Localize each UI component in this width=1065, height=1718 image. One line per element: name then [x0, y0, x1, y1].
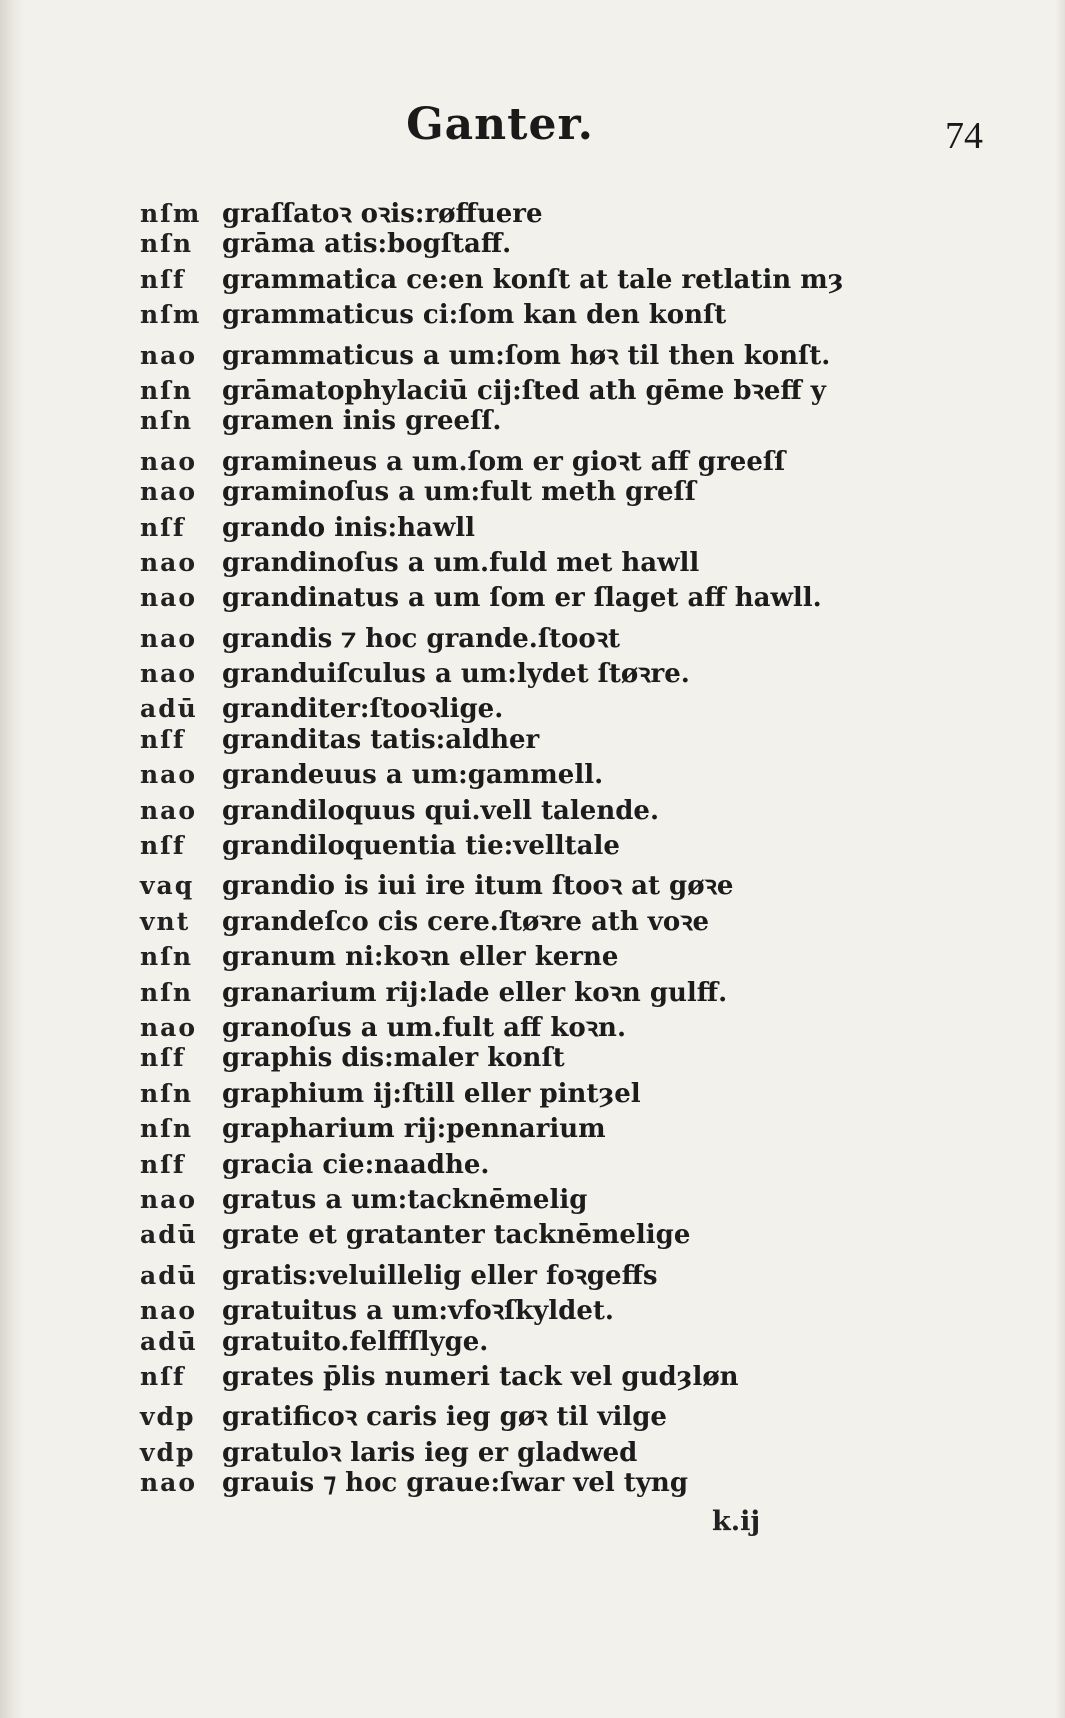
- dictionary-entry: [140, 1433, 900, 1468]
- dictionary-entry: [140, 619, 900, 654]
- entry-text: gratus a um:tacknēmelig: [222, 1184, 588, 1215]
- entry-text: gramen inis greeſſ.: [222, 406, 502, 437]
- grammar-abbreviation: nſn: [140, 1078, 194, 1108]
- entry-text: granduiſculus a um:lydet ſtøꝛre.: [222, 659, 690, 690]
- dictionary-entry: [140, 1291, 900, 1326]
- grammar-abbreviation: adū: [140, 1326, 198, 1356]
- grammar-abbreviation: vaq: [140, 871, 195, 901]
- grammar-abbreviation: nſf: [140, 831, 186, 861]
- dictionary-entry: [140, 1043, 900, 1078]
- entry-text: grate et gratanter tacknēmelige: [222, 1220, 691, 1251]
- grammar-abbreviation: nſn: [140, 942, 194, 972]
- entry-text: grandio is iui ire itum ſtooꝛ at gøꝛe: [222, 871, 734, 902]
- dictionary-entry: [140, 300, 900, 335]
- grammar-abbreviation: nſf: [140, 1361, 186, 1391]
- dictionary-entry: [140, 1256, 900, 1291]
- dictionary-entry: [140, 548, 900, 583]
- grammar-abbreviation: nao: [140, 1184, 198, 1214]
- entry-text: gratificoꝛ caris ieg gøꝛ til vilge: [222, 1402, 667, 1433]
- dictionary-entry: [140, 725, 900, 760]
- dictionary-entry: [140, 1468, 900, 1503]
- entry-text: grates p̄lis numeri tack vel gudȝløn: [222, 1361, 739, 1392]
- dictionary-entry: [140, 689, 900, 724]
- dictionary-entry: [140, 1114, 900, 1149]
- entry-text: granditas tatis:aldher: [222, 724, 540, 755]
- grammar-abbreviation: adū: [140, 694, 198, 724]
- grammar-abbreviation: vdp: [140, 1402, 196, 1432]
- entry-text: grando inis:hawll: [222, 512, 475, 543]
- entry-text: granarium rij:lade eller koꝛn gulff.: [222, 977, 728, 1008]
- grammar-abbreviation: adū: [140, 1220, 198, 1250]
- catchword: k.ij: [712, 1506, 761, 1537]
- dictionary-entry: [140, 831, 900, 866]
- dictionary-entry: [140, 1008, 900, 1043]
- dictionary-entry: [140, 583, 900, 618]
- dictionary-entry: [140, 1327, 900, 1362]
- running-head: Ganter.: [406, 99, 594, 150]
- entry-text: gratuito.felffſlyge.: [222, 1326, 489, 1357]
- grammar-abbreviation: nao: [140, 340, 198, 370]
- dictionary-entry-list: [140, 194, 900, 1503]
- grammar-abbreviation: nſn: [140, 406, 194, 436]
- entry-text: grauis ⁊ hoc graue:ſwar vel tyng: [222, 1468, 689, 1499]
- entry-text: grammaticus a um:ſom høꝛ til then konſt.: [222, 340, 831, 371]
- dictionary-entry: [140, 265, 900, 300]
- dictionary-entry: [140, 1362, 900, 1397]
- grammar-abbreviation: nao: [140, 659, 198, 689]
- dictionary-entry: [140, 336, 900, 371]
- entry-text: grandiloquus qui.vell talende.: [222, 795, 659, 826]
- dictionary-entry: [140, 1397, 900, 1432]
- grammar-abbreviation: nſf: [140, 512, 186, 542]
- dictionary-entry: [140, 1150, 900, 1185]
- grammar-abbreviation: nao: [140, 623, 198, 653]
- dictionary-entry: [140, 1220, 900, 1255]
- dictionary-entry: [140, 1185, 900, 1220]
- grammar-abbreviation: nſn: [140, 375, 194, 405]
- entry-text: grandeſco cis cere.ſtøꝛre ath voꝛe: [222, 906, 710, 937]
- grammar-abbreviation: nſf: [140, 1043, 186, 1073]
- entry-text: grandis ⁊ hoc grande.ſtooꝛt: [222, 623, 621, 654]
- entry-text: graphis dis:maler konſt: [222, 1043, 565, 1074]
- grammar-abbreviation: nſm: [140, 300, 202, 330]
- grammar-abbreviation: nſf: [140, 264, 186, 294]
- grammar-abbreviation: adū: [140, 1260, 198, 1290]
- grammar-abbreviation: nao: [140, 1012, 198, 1042]
- dictionary-entry: [140, 796, 900, 831]
- grammar-abbreviation: nao: [140, 547, 198, 577]
- entry-text: grāmatophylaciū cij:ſted ath gēme bꝛeff y: [222, 375, 826, 406]
- dictionary-entry: [140, 477, 900, 512]
- dictionary-entry: [140, 513, 900, 548]
- grammar-abbreviation: nſn: [140, 1114, 194, 1144]
- page-number: 74: [945, 115, 983, 157]
- entry-text: gratuloꝛ laris ieg er gladwed: [222, 1437, 638, 1468]
- entry-text: granditer:ſtooꝛlige.: [222, 694, 504, 725]
- grammar-abbreviation: nao: [140, 795, 198, 825]
- dictionary-entry: [140, 902, 900, 937]
- grammar-abbreviation: nſn: [140, 977, 194, 1007]
- dictionary-entry: [140, 406, 900, 441]
- dictionary-entry: [140, 937, 900, 972]
- entry-text: grapharium rij:pennarium: [222, 1114, 606, 1145]
- entry-text: grammatica ce:en konſt at tale retlatin mȝ: [222, 264, 844, 295]
- grammar-abbreviation: nao: [140, 477, 198, 507]
- grammar-abbreviation: vnt: [140, 906, 191, 936]
- entry-text: grandinatus a um ſom er ſlaget aff hawll.: [222, 583, 822, 614]
- dictionary-entry: [140, 760, 900, 795]
- entry-text: gramineus a um.ſom er gioꝛt aff greeſſ: [222, 446, 786, 477]
- dictionary-entry: [140, 973, 900, 1008]
- entry-text: grandeuus a um:gammell.: [222, 760, 604, 791]
- entry-text: graſſatoꝛ oꝛis:røffuere: [222, 199, 543, 229]
- entry-text: gratuitus a um:vfoꝛſkyldet.: [222, 1296, 614, 1327]
- entry-text: gracia cie:naadhe.: [222, 1149, 490, 1180]
- entry-text: grandiloquentia tie:velltale: [222, 831, 620, 862]
- grammar-abbreviation: nſn: [140, 229, 194, 259]
- entry-text: gratis:veluillelig eller foꝛgeffs: [222, 1260, 658, 1291]
- entry-text: granoſus a um.fult aff koꝛn.: [222, 1012, 627, 1043]
- dictionary-entry: [140, 442, 900, 477]
- grammar-abbreviation: vdp: [140, 1437, 196, 1467]
- grammar-abbreviation: nao: [140, 1468, 198, 1498]
- dictionary-entry: [140, 654, 900, 689]
- entry-text: granum ni:koꝛn eller kerne: [222, 942, 619, 973]
- entry-text: graminoſus a um:fult meth greſſ: [222, 477, 696, 508]
- dictionary-entry: [140, 1079, 900, 1114]
- grammar-abbreviation: nao: [140, 583, 198, 613]
- dictionary-entry: [140, 866, 900, 901]
- entry-text: graphium ij:ſtill eller pintȝel: [222, 1078, 641, 1109]
- dictionary-entry: [140, 229, 900, 264]
- dictionary-entry: [140, 371, 900, 406]
- grammar-abbreviation: nao: [140, 760, 198, 790]
- grammar-abbreviation: nſf: [140, 1149, 186, 1179]
- entry-text: grāma atis:bogſtaff.: [222, 229, 512, 260]
- entry-text: grammaticus ci:ſom kan den konſt: [222, 300, 727, 331]
- grammar-abbreviation: nao: [140, 446, 198, 476]
- dictionary-entry: [140, 194, 900, 229]
- entry-text: grandinoſus a um.fuld met hawll: [222, 547, 700, 578]
- grammar-abbreviation: nſm: [140, 199, 202, 228]
- grammar-abbreviation: nao: [140, 1296, 198, 1326]
- grammar-abbreviation: nſf: [140, 724, 186, 754]
